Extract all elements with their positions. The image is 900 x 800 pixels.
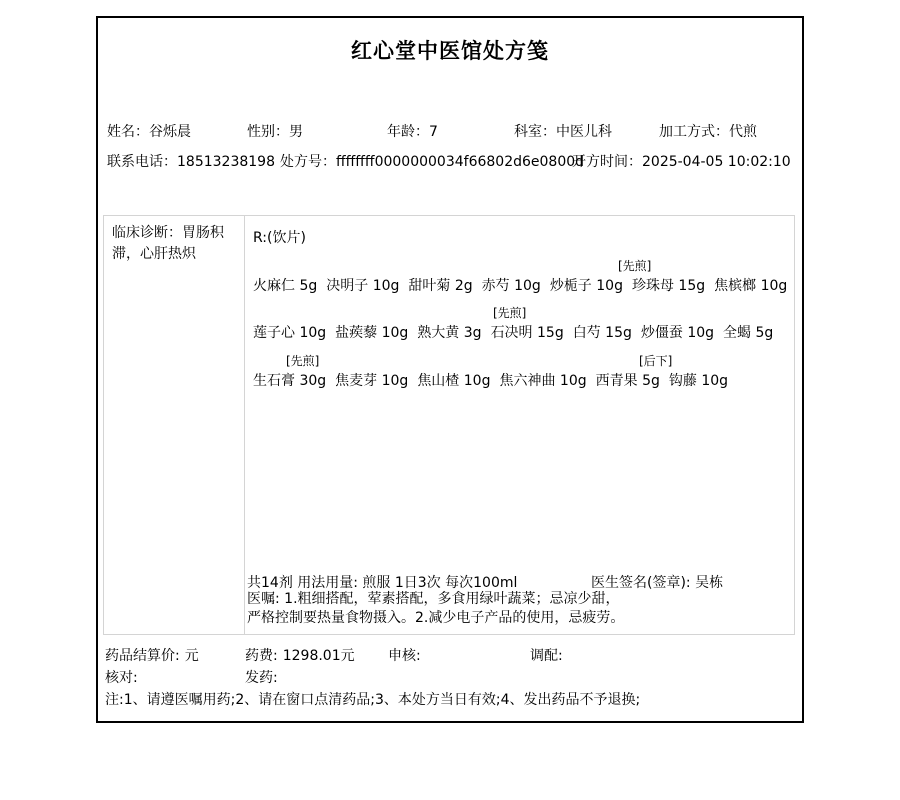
decoct-first-tag: [先煎]	[286, 354, 320, 368]
diagnosis-text: 临床诊断：胃肠积滞，心肝热炽	[112, 225, 224, 262]
rx-cell	[245, 216, 794, 634]
medicine-item: 石决明 15g	[490, 325, 564, 341]
prescription-number-field	[280, 151, 584, 171]
patient-age-label: 年龄：	[387, 124, 429, 140]
prescription-table	[103, 215, 795, 635]
patient-gender-value: 男	[289, 124, 303, 140]
medicine-item: 炒僵蚕 10g	[640, 325, 715, 341]
processing-method-field	[659, 121, 757, 141]
check-field: 核对:	[105, 670, 138, 686]
medicine-item: 赤芍 10g	[481, 278, 541, 294]
patient-name-field	[107, 121, 191, 141]
dispense-field: 发药:	[245, 670, 278, 686]
footer-note: 注:1、请遵医嘱用药;2、请在窗口点清药品;3、本处方当日有效;4、发出药品不予退换;	[105, 692, 641, 708]
prescription-number-label: 处方号：	[280, 154, 336, 170]
medicine-item: 全蝎 5g	[723, 325, 774, 341]
usage-line: 共14剂 用法用量: 煎服 1日3次 每次100ml	[247, 575, 518, 591]
medicine-item: 莲子心 10g	[253, 325, 327, 341]
prescription-time-label: 开方时间：	[572, 154, 642, 170]
medicine-item: 火麻仁 5g	[253, 278, 318, 294]
review-field: 申核:	[388, 648, 421, 664]
medicine-line-3	[253, 370, 737, 390]
decoct-first-tag: [先煎]	[493, 306, 527, 320]
settlement-price-value: 元	[184, 648, 199, 664]
patient-age-value: 7	[429, 124, 438, 140]
processing-method-label: 加工方式：	[659, 124, 729, 140]
prescription-number-value: ffffffff0000000034f66802d6e0800d	[336, 154, 585, 170]
department-field	[514, 121, 612, 141]
medicine-fee-field	[245, 645, 355, 665]
page-title: 红心堂中医馆处方笺	[351, 39, 549, 63]
medicine-item: 炒栀子 10g	[549, 278, 623, 294]
medicine-item: 白芍 15g	[572, 325, 632, 341]
settlement-price-label: 药品结算价:	[105, 648, 180, 664]
medicine-item: 甜叶菊 2g	[408, 278, 473, 294]
doctor-signature: 医生签名(签章): 吴栋	[591, 575, 724, 591]
department-value: 中医儿科	[556, 124, 612, 140]
patient-gender-field	[247, 121, 303, 141]
patient-gender-label: 性别：	[247, 124, 289, 140]
rx-header: R:(饮片)	[253, 230, 306, 246]
department-label: 科室：	[514, 124, 556, 140]
medicine-item: 焦麦芽 10g	[335, 373, 409, 389]
phone-field	[107, 151, 275, 171]
medicine-item: 焦槟榔 10g	[714, 278, 788, 294]
medicine-item: 钩藤 10g	[668, 373, 729, 389]
medicine-item: 盐蒺藜 10g	[335, 325, 409, 341]
patient-age-field	[387, 121, 438, 141]
patient-name-value: 谷烁晨	[149, 124, 191, 140]
medicine-item: 生石膏 30g	[253, 373, 327, 389]
medicine-fee-label: 药费:	[245, 648, 278, 664]
diagnosis-cell	[104, 216, 245, 634]
prescription-time-field	[572, 151, 791, 171]
phone-value: 18513238198	[177, 154, 275, 170]
phone-label: 联系电话：	[107, 154, 177, 170]
medicine-item: 决明子 10g	[326, 278, 400, 294]
medicine-line-1	[253, 275, 796, 295]
patient-name-label: 姓名：	[107, 124, 149, 140]
medicine-item: 焦六神曲 10g	[499, 373, 587, 389]
prepare-field: 调配:	[530, 648, 563, 664]
prescription-time-value: 2025-04-05 10:02:10	[642, 154, 791, 170]
medicine-item: 西青果 5g	[595, 373, 660, 389]
processing-method-value: 代煎	[729, 124, 757, 140]
medicine-line-2	[253, 322, 782, 342]
settlement-price-field	[105, 645, 199, 665]
decoct-first-tag: [先煎]	[618, 259, 652, 273]
medicine-item: 熟大黄 3g	[417, 325, 482, 341]
medicine-item: 焦山楂 10g	[417, 373, 491, 389]
medical-advice: 医嘱: 1.粗细搭配，荤素搭配，多食用绿叶蔬菜；忌凉少甜，严格控制要热量食物摄入。2.减少电子产品的使用，忌疲劳。	[247, 591, 625, 626]
medicine-fee-value: 1298.01元	[282, 648, 355, 664]
decoct-later-tag: [后下]	[639, 354, 673, 368]
medicine-item: 珍珠母 15g	[631, 278, 706, 294]
